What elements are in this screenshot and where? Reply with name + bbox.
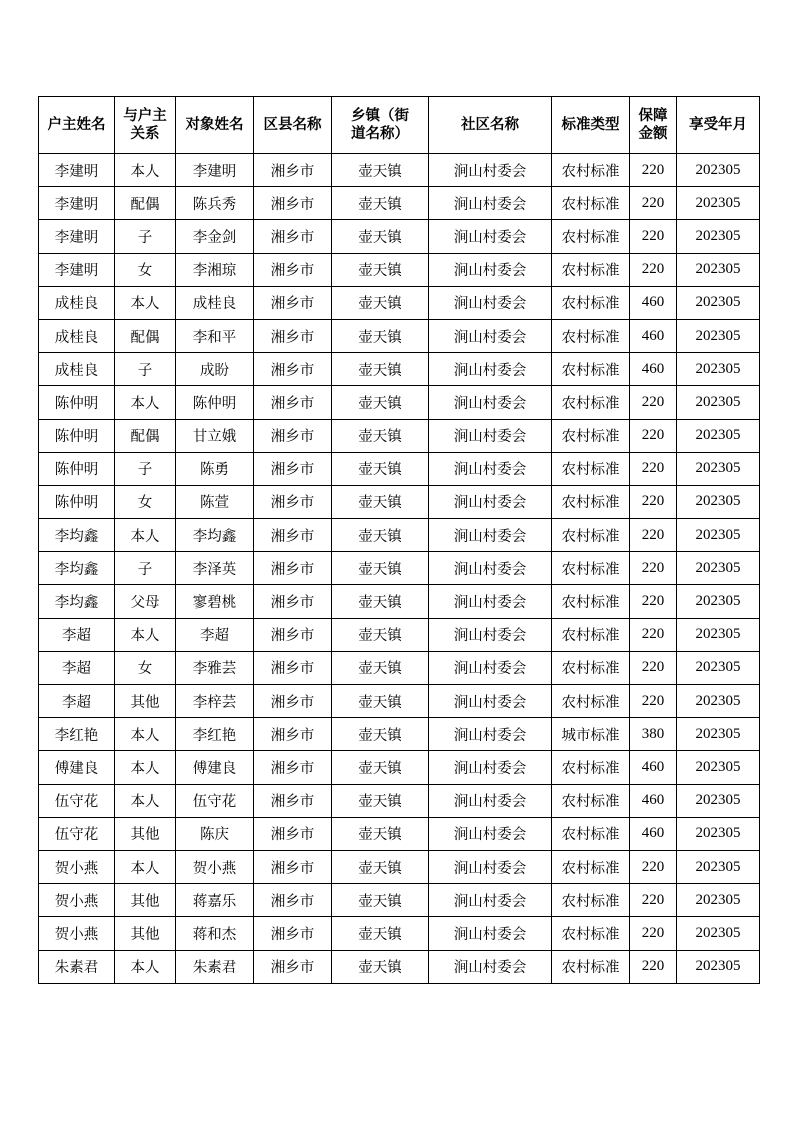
community-cell: 涧山村委会 (429, 519, 552, 552)
community-cell: 涧山村委会 (429, 685, 552, 718)
month-cell: 202305 (677, 519, 760, 552)
amount-cell: 220 (630, 884, 677, 917)
table-row (39, 353, 760, 386)
table-row (39, 286, 760, 319)
amount-cell: 220 (630, 386, 677, 419)
relationship-cell: 本人 (115, 784, 176, 817)
township-cell: 壶天镇 (332, 519, 429, 552)
col-header-township: 乡镇（街道名称） (332, 97, 429, 154)
table-row (39, 784, 760, 817)
month-cell: 202305 (677, 850, 760, 883)
county-cell: 湘乡市 (254, 154, 332, 187)
county-cell: 湘乡市 (254, 386, 332, 419)
recipient-name-cell: 朱素君 (176, 950, 254, 983)
county-cell: 湘乡市 (254, 784, 332, 817)
township-cell: 壶天镇 (332, 386, 429, 419)
relationship-cell: 配偶 (115, 187, 176, 220)
recipient-name-cell: 李泽英 (176, 552, 254, 585)
relationship-cell: 本人 (115, 286, 176, 319)
township-cell: 壶天镇 (332, 353, 429, 386)
standard-type-cell: 农村标准 (552, 618, 630, 651)
community-cell: 涧山村委会 (429, 419, 552, 452)
county-cell: 湘乡市 (254, 519, 332, 552)
county-cell: 湘乡市 (254, 685, 332, 718)
standard-type-cell: 农村标准 (552, 552, 630, 585)
householder-name-cell: 李红艳 (39, 718, 115, 751)
amount-cell: 220 (630, 850, 677, 883)
recipient-name-cell: 贺小燕 (176, 850, 254, 883)
standard-type-cell: 农村标准 (552, 154, 630, 187)
township-cell: 壶天镇 (332, 286, 429, 319)
table-row (39, 950, 760, 983)
householder-name-cell: 陈仲明 (39, 485, 115, 518)
county-cell: 湘乡市 (254, 585, 332, 618)
month-cell: 202305 (677, 718, 760, 751)
amount-cell: 220 (630, 187, 677, 220)
table-header (39, 97, 760, 154)
community-cell: 涧山村委会 (429, 817, 552, 850)
recipient-name-cell: 陈勇 (176, 452, 254, 485)
table-row (39, 386, 760, 419)
amount-cell: 220 (630, 485, 677, 518)
month-cell: 202305 (677, 817, 760, 850)
amount-cell: 220 (630, 552, 677, 585)
recipient-name-cell: 李湘琼 (176, 253, 254, 286)
householder-name-cell: 李建明 (39, 154, 115, 187)
table-row (39, 319, 760, 352)
month-cell: 202305 (677, 286, 760, 319)
month-cell: 202305 (677, 651, 760, 684)
table-body (39, 154, 760, 984)
householder-name-cell: 李均鑫 (39, 585, 115, 618)
amount-cell: 220 (630, 419, 677, 452)
county-cell: 湘乡市 (254, 353, 332, 386)
col-header-amount: 保障金额 (630, 97, 677, 154)
standard-type-cell: 农村标准 (552, 784, 630, 817)
community-cell: 涧山村委会 (429, 485, 552, 518)
table-row (39, 187, 760, 220)
township-cell: 壶天镇 (332, 685, 429, 718)
community-cell: 涧山村委会 (429, 386, 552, 419)
householder-name-cell: 李建明 (39, 187, 115, 220)
recipient-name-cell: 成盼 (176, 353, 254, 386)
month-cell: 202305 (677, 319, 760, 352)
recipient-name-cell: 陈兵秀 (176, 187, 254, 220)
recipient-name-cell: 蒋嘉乐 (176, 884, 254, 917)
recipient-name-cell: 陈仲明 (176, 386, 254, 419)
householder-name-cell: 李超 (39, 685, 115, 718)
community-cell: 涧山村委会 (429, 154, 552, 187)
householder-name-cell: 成桂良 (39, 353, 115, 386)
table-row (39, 452, 760, 485)
month-cell: 202305 (677, 154, 760, 187)
recipient-name-cell: 甘立娥 (176, 419, 254, 452)
standard-type-cell: 农村标准 (552, 386, 630, 419)
month-cell: 202305 (677, 386, 760, 419)
amount-cell: 460 (630, 817, 677, 850)
recipient-name-cell: 李雅芸 (176, 651, 254, 684)
householder-name-cell: 李均鑫 (39, 552, 115, 585)
township-cell: 壶天镇 (332, 485, 429, 518)
community-cell: 涧山村委会 (429, 950, 552, 983)
recipient-name-cell: 李建明 (176, 154, 254, 187)
recipient-name-cell: 李和平 (176, 319, 254, 352)
table-row (39, 519, 760, 552)
community-cell: 涧山村委会 (429, 784, 552, 817)
amount-cell: 220 (630, 519, 677, 552)
community-cell: 涧山村委会 (429, 552, 552, 585)
amount-cell: 460 (630, 751, 677, 784)
community-cell: 涧山村委会 (429, 751, 552, 784)
standard-type-cell: 农村标准 (552, 286, 630, 319)
table-row (39, 485, 760, 518)
standard-type-cell: 农村标准 (552, 850, 630, 883)
amount-cell: 460 (630, 286, 677, 319)
table-row (39, 917, 760, 950)
relationship-cell: 配偶 (115, 319, 176, 352)
relationship-cell: 本人 (115, 519, 176, 552)
table-row (39, 850, 760, 883)
county-cell: 湘乡市 (254, 850, 332, 883)
relationship-cell: 本人 (115, 950, 176, 983)
standard-type-cell: 农村标准 (552, 585, 630, 618)
standard-type-cell: 农村标准 (552, 220, 630, 253)
county-cell: 湘乡市 (254, 286, 332, 319)
county-cell: 湘乡市 (254, 220, 332, 253)
township-cell: 壶天镇 (332, 154, 429, 187)
month-cell: 202305 (677, 187, 760, 220)
amount-cell: 220 (630, 154, 677, 187)
recipient-name-cell: 李超 (176, 618, 254, 651)
county-cell: 湘乡市 (254, 950, 332, 983)
amount-cell: 380 (630, 718, 677, 751)
standard-type-cell: 农村标准 (552, 651, 630, 684)
relationship-cell: 其他 (115, 917, 176, 950)
month-cell: 202305 (677, 950, 760, 983)
householder-name-cell: 贺小燕 (39, 850, 115, 883)
householder-name-cell: 朱素君 (39, 950, 115, 983)
township-cell: 壶天镇 (332, 319, 429, 352)
standard-type-cell: 农村标准 (552, 319, 630, 352)
table-row (39, 419, 760, 452)
relationship-cell: 子 (115, 353, 176, 386)
county-cell: 湘乡市 (254, 419, 332, 452)
table-row (39, 651, 760, 684)
amount-cell: 220 (630, 685, 677, 718)
amount-cell: 220 (630, 651, 677, 684)
amount-cell: 460 (630, 353, 677, 386)
county-cell: 湘乡市 (254, 751, 332, 784)
county-cell: 湘乡市 (254, 319, 332, 352)
community-cell: 涧山村委会 (429, 187, 552, 220)
community-cell: 涧山村委会 (429, 286, 552, 319)
relationship-cell: 其他 (115, 685, 176, 718)
relationship-cell: 女 (115, 253, 176, 286)
standard-type-cell: 农村标准 (552, 685, 630, 718)
county-cell: 湘乡市 (254, 187, 332, 220)
householder-name-cell: 成桂良 (39, 286, 115, 319)
community-cell: 涧山村委会 (429, 718, 552, 751)
relationship-cell: 其他 (115, 817, 176, 850)
standard-type-cell: 农村标准 (552, 519, 630, 552)
township-cell: 壶天镇 (332, 718, 429, 751)
table-row (39, 817, 760, 850)
community-cell: 涧山村委会 (429, 917, 552, 950)
recipient-name-cell: 李梓芸 (176, 685, 254, 718)
county-cell: 湘乡市 (254, 253, 332, 286)
table-row (39, 718, 760, 751)
standard-type-cell: 农村标准 (552, 187, 630, 220)
township-cell: 壶天镇 (332, 817, 429, 850)
recipient-name-cell: 李均鑫 (176, 519, 254, 552)
amount-cell: 220 (630, 618, 677, 651)
township-cell: 壶天镇 (332, 950, 429, 983)
col-header-community: 社区名称 (429, 97, 552, 154)
standard-type-cell: 城市标准 (552, 718, 630, 751)
county-cell: 湘乡市 (254, 817, 332, 850)
community-cell: 涧山村委会 (429, 319, 552, 352)
month-cell: 202305 (677, 552, 760, 585)
householder-name-cell: 李均鑫 (39, 519, 115, 552)
table-row (39, 552, 760, 585)
standard-type-cell: 农村标准 (552, 884, 630, 917)
community-cell: 涧山村委会 (429, 585, 552, 618)
township-cell: 壶天镇 (332, 220, 429, 253)
month-cell: 202305 (677, 353, 760, 386)
township-cell: 壶天镇 (332, 618, 429, 651)
householder-name-cell: 李超 (39, 618, 115, 651)
recipient-name-cell: 李红艳 (176, 718, 254, 751)
relationship-cell: 配偶 (115, 419, 176, 452)
relationship-cell: 本人 (115, 618, 176, 651)
col-header-recipient-name: 对象姓名 (176, 97, 254, 154)
col-header-month: 享受年月 (677, 97, 760, 154)
amount-cell: 220 (630, 452, 677, 485)
householder-name-cell: 贺小燕 (39, 917, 115, 950)
community-cell: 涧山村委会 (429, 850, 552, 883)
relationship-cell: 本人 (115, 850, 176, 883)
township-cell: 壶天镇 (332, 552, 429, 585)
householder-name-cell: 李建明 (39, 253, 115, 286)
householder-name-cell: 陈仲明 (39, 419, 115, 452)
table-row (39, 618, 760, 651)
col-header-householder-name: 户主姓名 (39, 97, 115, 154)
township-cell: 壶天镇 (332, 751, 429, 784)
county-cell: 湘乡市 (254, 552, 332, 585)
month-cell: 202305 (677, 685, 760, 718)
township-cell: 壶天镇 (332, 850, 429, 883)
standard-type-cell: 农村标准 (552, 751, 630, 784)
county-cell: 湘乡市 (254, 485, 332, 518)
table-row (39, 253, 760, 286)
township-cell: 壶天镇 (332, 651, 429, 684)
recipient-name-cell: 伍守花 (176, 784, 254, 817)
community-cell: 涧山村委会 (429, 618, 552, 651)
amount-cell: 220 (630, 917, 677, 950)
table-row (39, 220, 760, 253)
table-row (39, 751, 760, 784)
col-header-standard-type: 标准类型 (552, 97, 630, 154)
table-row (39, 154, 760, 187)
recipient-name-cell: 蒋和杰 (176, 917, 254, 950)
standard-type-cell: 农村标准 (552, 452, 630, 485)
amount-cell: 460 (630, 784, 677, 817)
amount-cell: 220 (630, 585, 677, 618)
col-header-county: 区县名称 (254, 97, 332, 154)
table-row (39, 884, 760, 917)
standard-type-cell: 农村标准 (552, 917, 630, 950)
relationship-cell: 子 (115, 552, 176, 585)
standard-type-cell: 农村标准 (552, 253, 630, 286)
county-cell: 湘乡市 (254, 618, 332, 651)
relationship-cell: 其他 (115, 884, 176, 917)
community-cell: 涧山村委会 (429, 884, 552, 917)
recipient-name-cell: 寥碧桃 (176, 585, 254, 618)
month-cell: 202305 (677, 751, 760, 784)
township-cell: 壶天镇 (332, 419, 429, 452)
relationship-cell: 子 (115, 452, 176, 485)
month-cell: 202305 (677, 485, 760, 518)
standard-type-cell: 农村标准 (552, 950, 630, 983)
beneficiary-table (38, 96, 760, 984)
township-cell: 壶天镇 (332, 253, 429, 286)
month-cell: 202305 (677, 585, 760, 618)
householder-name-cell: 陈仲明 (39, 386, 115, 419)
township-cell: 壶天镇 (332, 784, 429, 817)
householder-name-cell: 伍守花 (39, 784, 115, 817)
month-cell: 202305 (677, 253, 760, 286)
month-cell: 202305 (677, 784, 760, 817)
recipient-name-cell: 傅建良 (176, 751, 254, 784)
amount-cell: 220 (630, 950, 677, 983)
householder-name-cell: 伍守花 (39, 817, 115, 850)
county-cell: 湘乡市 (254, 452, 332, 485)
householder-name-cell: 李建明 (39, 220, 115, 253)
township-cell: 壶天镇 (332, 917, 429, 950)
amount-cell: 220 (630, 253, 677, 286)
recipient-name-cell: 成桂良 (176, 286, 254, 319)
householder-name-cell: 贺小燕 (39, 884, 115, 917)
month-cell: 202305 (677, 419, 760, 452)
community-cell: 涧山村委会 (429, 452, 552, 485)
header-row (39, 97, 760, 154)
standard-type-cell: 农村标准 (552, 353, 630, 386)
amount-cell: 220 (630, 220, 677, 253)
month-cell: 202305 (677, 618, 760, 651)
table-row (39, 685, 760, 718)
relationship-cell: 本人 (115, 154, 176, 187)
standard-type-cell: 农村标准 (552, 485, 630, 518)
relationship-cell: 子 (115, 220, 176, 253)
county-cell: 湘乡市 (254, 884, 332, 917)
standard-type-cell: 农村标准 (552, 419, 630, 452)
table-row (39, 585, 760, 618)
month-cell: 202305 (677, 917, 760, 950)
relationship-cell: 父母 (115, 585, 176, 618)
county-cell: 湘乡市 (254, 718, 332, 751)
township-cell: 壶天镇 (332, 884, 429, 917)
householder-name-cell: 陈仲明 (39, 452, 115, 485)
relationship-cell: 本人 (115, 386, 176, 419)
county-cell: 湘乡市 (254, 651, 332, 684)
relationship-cell: 本人 (115, 751, 176, 784)
standard-type-cell: 农村标准 (552, 817, 630, 850)
township-cell: 壶天镇 (332, 187, 429, 220)
recipient-name-cell: 李金剑 (176, 220, 254, 253)
col-header-relationship: 与户主关系 (115, 97, 176, 154)
relationship-cell: 女 (115, 651, 176, 684)
township-cell: 壶天镇 (332, 452, 429, 485)
community-cell: 涧山村委会 (429, 220, 552, 253)
month-cell: 202305 (677, 452, 760, 485)
township-cell: 壶天镇 (332, 585, 429, 618)
relationship-cell: 本人 (115, 718, 176, 751)
month-cell: 202305 (677, 220, 760, 253)
month-cell: 202305 (677, 884, 760, 917)
community-cell: 涧山村委会 (429, 253, 552, 286)
householder-name-cell: 李超 (39, 651, 115, 684)
recipient-name-cell: 陈庆 (176, 817, 254, 850)
amount-cell: 460 (630, 319, 677, 352)
community-cell: 涧山村委会 (429, 353, 552, 386)
householder-name-cell: 傅建良 (39, 751, 115, 784)
community-cell: 涧山村委会 (429, 651, 552, 684)
relationship-cell: 女 (115, 485, 176, 518)
county-cell: 湘乡市 (254, 917, 332, 950)
recipient-name-cell: 陈萱 (176, 485, 254, 518)
householder-name-cell: 成桂良 (39, 319, 115, 352)
